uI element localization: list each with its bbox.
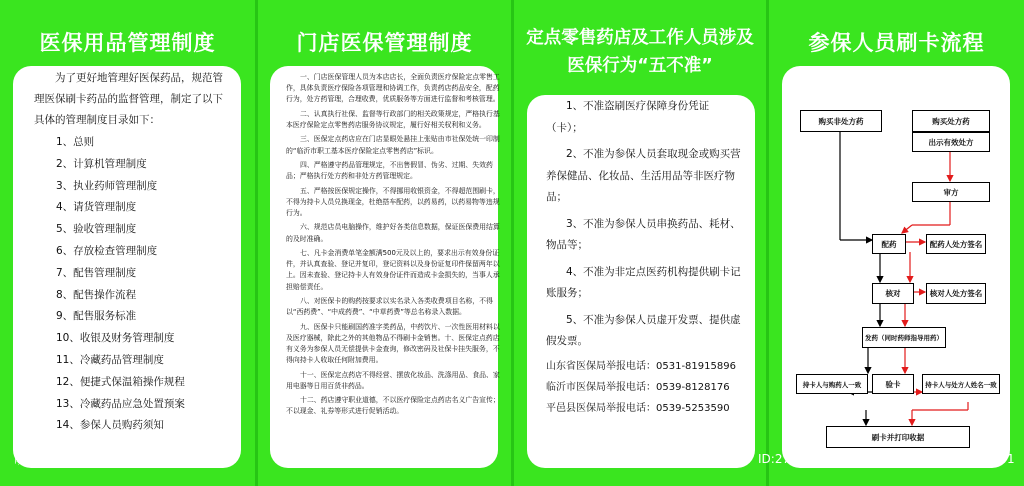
flow-step-check-sign: 核对人处方签名 xyxy=(926,283,986,304)
regulation-paragraph: 三、医保定点药店应在门店显眼处悬挂上张贴由市社保处统一印制的“临沂市职工基本医疗保险定点零售药店”标识。 xyxy=(286,135,500,155)
page-title: 参保人员刷卡流程 xyxy=(808,31,985,55)
rules-list xyxy=(546,96,742,358)
regulations-text xyxy=(286,72,502,421)
toc-item: 10、收银及财务管理制度 xyxy=(56,332,175,345)
regulation-paragraph: 六、规范店员电脑操作，维护好各类信息数据，保证医保费用结算的及时准确。 xyxy=(286,223,500,243)
page-title: 门店医保管理制度 xyxy=(296,31,473,55)
toc-item: 5、验收管理制度 xyxy=(56,223,137,236)
flow-step-verify: 验卡 xyxy=(872,374,914,394)
hotline-item: 临沂市医保局举报电话：0539-8128176 xyxy=(546,382,730,393)
toc-item: 3、执业药师管理制度 xyxy=(56,179,158,192)
flow-step-dispense-sign: 配药人处方签名 xyxy=(926,234,986,254)
toc-item: 4、请货管理制度 xyxy=(56,201,137,214)
hotline-item: 山东省医保局举报电话：0531-81915896 xyxy=(546,361,736,372)
toc-item: 9、配售服务标准 xyxy=(56,310,137,323)
toc-item: 11、冷藏药品管理制度 xyxy=(56,353,164,366)
hotline-list xyxy=(546,356,746,419)
toc-item: 2、计算机管理制度 xyxy=(56,157,147,170)
regulation-paragraph: 四、严格遵守药品管理规定，不出售假冒、伪劣、过期、失效药品；严格执行处方药和非处方药管理规定。 xyxy=(286,160,493,181)
regulation-paragraph: 七、凡卡金消费单笔金额满500元及以上的，要求出示有效身份证件，并认真查验、登记并复印，登记资料以及身份证复印件保留两年以上。因未查验、登记持卡人有效身份证件而造成卡金损失的，当事人承担赔偿责任。 xyxy=(286,248,500,291)
rule-item: 3、不准为参保人员串换药品、耗材、物品等； xyxy=(546,217,741,251)
toc-item: 12、便捷式保温箱操作规程 xyxy=(56,375,185,388)
flow-step-show-rx: 出示有效处方 xyxy=(912,132,990,152)
flow-step-holder-name: 持卡人与处方人姓名一致 xyxy=(922,374,1000,394)
rule-item: 1、不准盗刷医疗保障身份凭证（卡）； xyxy=(546,100,710,134)
flow-step-check: 核对 xyxy=(872,283,914,304)
regulation-paragraph: 十一、医保定点药店不得经营、摆放化妆品、洗涤用品、食品、家用电器等日用百货非药品。 xyxy=(286,370,500,390)
regulation-paragraph: 九、医保卡只能刷国药准字类药品，中药饮片、一次性医用材料以及医疗器械，除此之外的其他物品不得刷卡金销售。十、医保定点药店有义务为参保人员无偿提供卡金查询，修改密码及社保卡挂失服务，不得向持卡人收取任何附加费用。 xyxy=(286,322,500,365)
page-title: 定点零售药店及工作人员涉及 xyxy=(526,28,754,48)
toc-item: 6、存放检查管理制度 xyxy=(56,244,158,257)
watermark-id: ID:27250779 NO:20250310153458540101 xyxy=(758,452,1015,466)
rule-item: 5、不准为参保人员虚开发票、提供虚假发票。 xyxy=(546,313,741,347)
regulation-paragraph: 一、门店医保管理人员为本店店长，全面负责医疗保险定点零售工作，具体负责医疗保险各项管理和协调工作，负责药店药品安全，配药行为，处方药管理，合理收费，优质服务等方面进行监督和考核管理。 xyxy=(286,73,500,104)
flow-step-same-holder: 持卡人与购药人一致 xyxy=(796,374,868,394)
toc-item: 13、冷藏药品应急处置预案 xyxy=(56,397,185,410)
regulation-paragraph: 五、严格按医保规定操作，不得挪用收银资金，不得超范围刷卡，不得为持卡人员兑换现金，杜绝搭车配药，以药易药，以药易物等违规行为。 xyxy=(286,186,500,217)
flow-step-print: 刷卡并打印收据 xyxy=(826,426,970,448)
rule-item: 4、不准为非定点医药机构提供刷卡记账服务； xyxy=(546,265,741,299)
toc-item: 8、配售操作流程 xyxy=(56,288,137,301)
flow-step-issue: 发药（同时药师指导用药） xyxy=(862,327,946,348)
page-title: 医保用品管理制度 xyxy=(39,31,216,55)
regulation-paragraph: 八、对医保卡的购药按要求以实名录入各类收费项目名称，不得以“西药费”、“中成药费”、“中草药费”等总名称录入数据。 xyxy=(286,296,493,317)
hotline-item: 平邑县医保局举报电话：0539-5253590 xyxy=(546,403,730,414)
regulation-paragraph: 十二、药店遵守职业道德，不以医疗保险定点药店名义广告宣传；不以现金、礼券等形式进行促销活动。 xyxy=(286,396,500,416)
toc-item: 1、总则 xyxy=(56,136,95,148)
rule-item: 2、不准为参保人员套取现金或购买营养保健品、化妆品、生活用品等非医疗物品； xyxy=(546,148,741,203)
page-subtitle: 医保行为“五不准” xyxy=(567,56,713,76)
flow-step-buy-rx: 购买处方药 xyxy=(912,110,990,132)
flow-step-review: 审方 xyxy=(912,182,990,202)
toc-item: 7、配售管理制度 xyxy=(56,266,137,279)
toc-list xyxy=(56,132,185,437)
flow-step-buy-otc: 购买非处方药 xyxy=(800,110,882,132)
intro-text: 为了更好地管理好医保药品，规范管理医保刷卡药品的监督管理，制定了以下具体的管理制度目录如下： xyxy=(34,72,223,126)
regulation-paragraph: 二、认真执行社保、监督等行政部门的相关政策规定，严格执行基本医疗保险定点零售药店服务协议规定，履行好相关权利和义务。 xyxy=(286,109,500,129)
watermark-logo: 昵享网 www.nipic.com xyxy=(14,452,166,468)
toc-item: 14、参保人员购药须知 xyxy=(56,419,164,432)
flow-step-dispense: 配药 xyxy=(872,234,906,254)
